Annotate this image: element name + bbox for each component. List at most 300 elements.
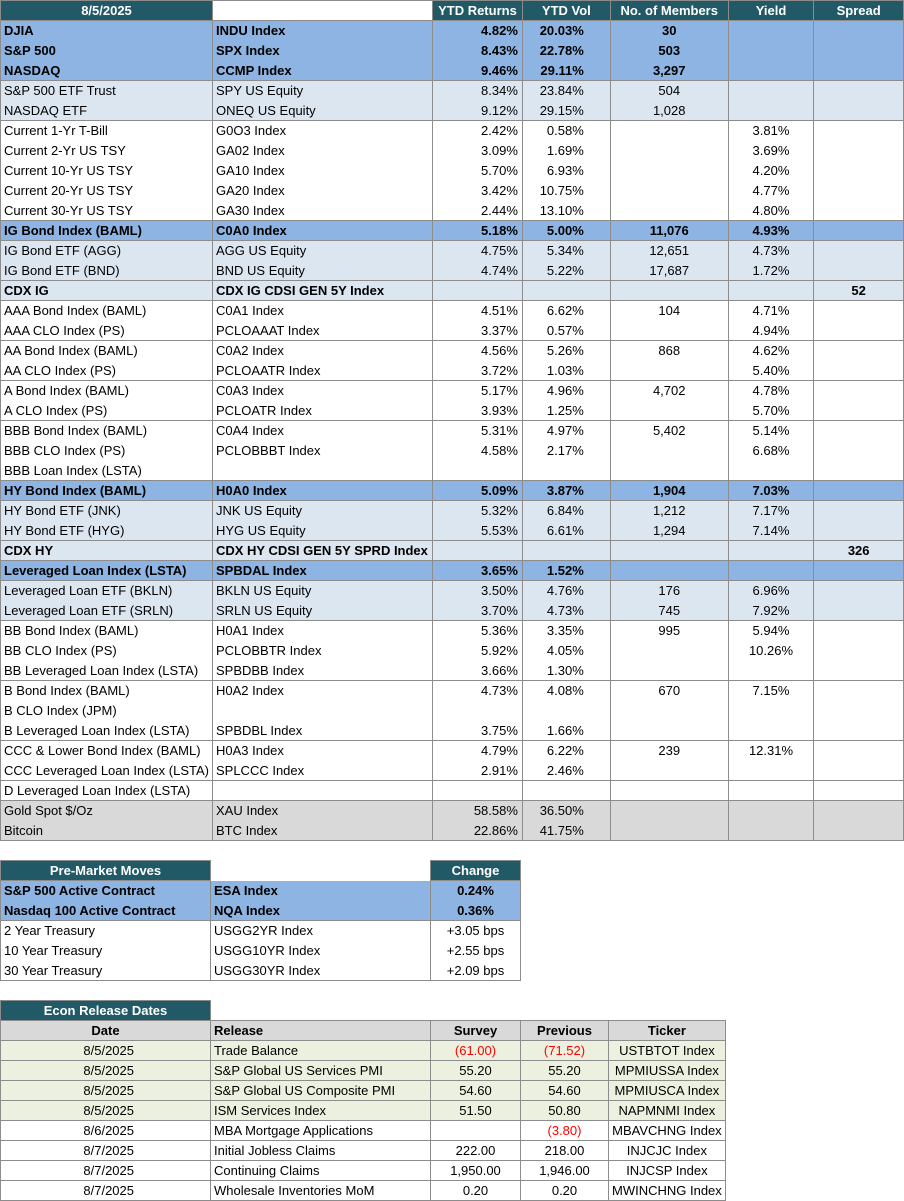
previous-value: 55.20 <box>521 1061 609 1081</box>
table-row <box>1 761 904 781</box>
ytd-return: 3.70% <box>432 601 522 621</box>
spread <box>814 181 904 201</box>
release-date: 8/5/2025 <box>1 1041 211 1061</box>
ytd-vol: 23.84% <box>522 81 610 101</box>
spread <box>814 81 904 101</box>
member-count <box>610 141 728 161</box>
table-row <box>1 681 904 701</box>
instrument-name: CDX IG <box>1 281 213 301</box>
ytd-return: 58.58% <box>432 801 522 821</box>
yield <box>728 821 814 841</box>
premarket-moves-table <box>0 860 521 981</box>
spread <box>814 801 904 821</box>
ytd-vol: 4.05% <box>522 641 610 661</box>
ytd-vol: 29.15% <box>522 101 610 121</box>
spread <box>814 481 904 501</box>
previous-header: Previous <box>521 1021 609 1041</box>
yield: 4.78% <box>728 381 814 401</box>
ticker: BTC Index <box>212 821 432 841</box>
table-row <box>1 121 904 141</box>
ytd-vol: 1.66% <box>522 721 610 741</box>
spread <box>814 621 904 641</box>
ytd-vol: 29.11% <box>522 61 610 81</box>
instrument-name: B CLO Index (JPM) <box>1 701 213 721</box>
yield: 4.62% <box>728 341 814 361</box>
member-count <box>610 761 728 781</box>
table-row <box>1 441 904 461</box>
member-count <box>610 161 728 181</box>
table-row <box>1 1181 726 1201</box>
ytd-return: 4.58% <box>432 441 522 461</box>
change-value: +2.09 bps <box>431 961 521 981</box>
yield: 4.73% <box>728 241 814 261</box>
yield <box>728 61 814 81</box>
ytd-return: 8.43% <box>432 41 522 61</box>
table-row <box>1 101 904 121</box>
spread <box>814 441 904 461</box>
spread <box>814 381 904 401</box>
spread <box>814 501 904 521</box>
ytd-vol: 3.35% <box>522 621 610 641</box>
instrument-name: S&P 500 ETF Trust <box>1 81 213 101</box>
yield: 3.69% <box>728 141 814 161</box>
spread <box>814 401 904 421</box>
table-row <box>1 461 904 481</box>
member-count: 745 <box>610 601 728 621</box>
member-count <box>610 201 728 221</box>
change-header: Change <box>431 861 521 881</box>
ytd-vol: 22.78% <box>522 41 610 61</box>
ticker: CDX HY CDSI GEN 5Y SPRD Index <box>212 541 432 561</box>
spread <box>814 701 904 721</box>
spread <box>814 361 904 381</box>
spread <box>814 161 904 181</box>
members-header: No. of Members <box>610 1 728 21</box>
ytd-returns-header: YTD Returns <box>432 1 522 21</box>
instrument-name: IG Bond Index (BAML) <box>1 221 213 241</box>
ticker: GA10 Index <box>212 161 432 181</box>
instrument-name: BB CLO Index (PS) <box>1 641 213 661</box>
table-row <box>1 721 904 741</box>
member-count <box>610 781 728 801</box>
table-row <box>1 501 904 521</box>
member-count: 104 <box>610 301 728 321</box>
ytd-return <box>432 281 522 301</box>
yield: 7.03% <box>728 481 814 501</box>
table-row <box>1 581 904 601</box>
table-row <box>1 321 904 341</box>
ytd-return: 2.42% <box>432 121 522 141</box>
table-row <box>1 821 904 841</box>
member-count: 176 <box>610 581 728 601</box>
release-name: MBA Mortgage Applications <box>211 1121 431 1141</box>
table-row <box>1 481 904 501</box>
yield <box>728 721 814 741</box>
ticker: H0A1 Index <box>212 621 432 641</box>
ticker: GA02 Index <box>212 141 432 161</box>
ytd-vol: 1.03% <box>522 361 610 381</box>
member-count: 1,028 <box>610 101 728 121</box>
table-row <box>1 61 904 81</box>
econ-header-row <box>1 1021 726 1041</box>
member-count: 11,076 <box>610 221 728 241</box>
spread: 326 <box>814 541 904 561</box>
table-row <box>1 961 521 981</box>
ytd-return: 3.72% <box>432 361 522 381</box>
ytd-return: 5.17% <box>432 381 522 401</box>
instrument-name: IG Bond ETF (BND) <box>1 261 213 281</box>
release-name: Initial Jobless Claims <box>211 1141 431 1161</box>
ticker: ONEQ US Equity <box>212 101 432 121</box>
table-row <box>1 741 904 761</box>
table-row <box>1 1141 726 1161</box>
ticker: CCMP Index <box>212 61 432 81</box>
table-row <box>1 141 904 161</box>
table-row <box>1 1061 726 1081</box>
ytd-return: 3.09% <box>432 141 522 161</box>
survey-value: 55.20 <box>431 1061 521 1081</box>
ytd-vol: 0.58% <box>522 121 610 141</box>
ytd-return: 3.50% <box>432 581 522 601</box>
instrument-name: BB Bond Index (BAML) <box>1 621 213 641</box>
date-header: 8/5/2025 <box>1 1 213 21</box>
blank-cell <box>211 1001 726 1021</box>
ticker: ESA Index <box>211 881 431 901</box>
ticker <box>212 461 432 481</box>
member-count <box>610 441 728 461</box>
yield: 3.81% <box>728 121 814 141</box>
release-date: 8/5/2025 <box>1 1061 211 1081</box>
member-count <box>610 401 728 421</box>
ticker: USGG10YR Index <box>211 941 431 961</box>
yield <box>728 101 814 121</box>
ytd-vol: 6.93% <box>522 161 610 181</box>
table-row <box>1 181 904 201</box>
ytd-vol: 10.75% <box>522 181 610 201</box>
member-count: 1,212 <box>610 501 728 521</box>
spread <box>814 761 904 781</box>
member-count: 17,687 <box>610 261 728 281</box>
yield: 5.14% <box>728 421 814 441</box>
release-date: 8/5/2025 <box>1 1081 211 1101</box>
table-row <box>1 641 904 661</box>
date-header: Date <box>1 1021 211 1041</box>
yield <box>728 801 814 821</box>
ytd-vol: 41.75% <box>522 821 610 841</box>
table-row <box>1 1081 726 1101</box>
ticker: C0A4 Index <box>212 421 432 441</box>
ytd-return <box>432 701 522 721</box>
ticker: GA30 Index <box>212 201 432 221</box>
member-count: 504 <box>610 81 728 101</box>
table-row <box>1 281 904 301</box>
yield <box>728 81 814 101</box>
ytd-vol: 20.03% <box>522 21 610 41</box>
release-ticker: INJCJC Index <box>609 1141 726 1161</box>
instrument-name: S&P 500 Active Contract <box>1 881 211 901</box>
ticker: BKLN US Equity <box>212 581 432 601</box>
ytd-vol: 6.84% <box>522 501 610 521</box>
econ-release-table <box>0 1000 726 1201</box>
member-count <box>610 801 728 821</box>
release-name: Trade Balance <box>211 1041 431 1061</box>
ytd-return: 5.32% <box>432 501 522 521</box>
spread <box>814 681 904 701</box>
ytd-vol-header: YTD Vol <box>522 1 610 21</box>
table-row <box>1 541 904 561</box>
table-row <box>1 241 904 261</box>
ytd-return: 5.31% <box>432 421 522 441</box>
ytd-vol <box>522 461 610 481</box>
ytd-return: 5.09% <box>432 481 522 501</box>
ytd-return: 2.91% <box>432 761 522 781</box>
spread-header: Spread <box>814 1 904 21</box>
table-row <box>1 81 904 101</box>
survey-header: Survey <box>431 1021 521 1041</box>
survey-value: (61.00) <box>431 1041 521 1061</box>
ytd-return: 4.79% <box>432 741 522 761</box>
yield <box>728 781 814 801</box>
release-name: ISM Services Index <box>211 1101 431 1121</box>
ytd-vol: 1.52% <box>522 561 610 581</box>
spread <box>814 821 904 841</box>
spread <box>814 101 904 121</box>
table-row <box>1 301 904 321</box>
ytd-return <box>432 781 522 801</box>
ytd-return: 9.12% <box>432 101 522 121</box>
spread <box>814 41 904 61</box>
table-row <box>1 881 521 901</box>
table-row <box>1 901 521 921</box>
ytd-return <box>432 541 522 561</box>
ticker: PCLOBBTR Index <box>212 641 432 661</box>
ticker: C0A3 Index <box>212 381 432 401</box>
yield <box>728 561 814 581</box>
member-count: 239 <box>610 741 728 761</box>
ytd-return: 2.44% <box>432 201 522 221</box>
release-date: 8/7/2025 <box>1 1161 211 1181</box>
yield <box>728 761 814 781</box>
previous-value: 218.00 <box>521 1141 609 1161</box>
member-count <box>610 361 728 381</box>
previous-value: 54.60 <box>521 1081 609 1101</box>
econ-title: Econ Release Dates <box>1 1001 211 1021</box>
ytd-return: 9.46% <box>432 61 522 81</box>
member-count: 1,904 <box>610 481 728 501</box>
spread <box>814 601 904 621</box>
ticker: C0A0 Index <box>212 221 432 241</box>
ticker: INDU Index <box>212 21 432 41</box>
spread <box>814 741 904 761</box>
release-ticker: MWINCHNG Index <box>609 1181 726 1201</box>
yield <box>728 661 814 681</box>
table-row <box>1 781 904 801</box>
ytd-return: 4.74% <box>432 261 522 281</box>
previous-value: 1,946.00 <box>521 1161 609 1181</box>
yield: 1.72% <box>728 261 814 281</box>
instrument-name: Leveraged Loan ETF (SRLN) <box>1 601 213 621</box>
instrument-name: AAA CLO Index (PS) <box>1 321 213 341</box>
spread <box>814 261 904 281</box>
release-ticker: MBAVCHNG Index <box>609 1121 726 1141</box>
table-row <box>1 801 904 821</box>
yield <box>728 281 814 301</box>
table-row <box>1 381 904 401</box>
instrument-name: CDX HY <box>1 541 213 561</box>
spread <box>814 721 904 741</box>
member-count <box>610 321 728 341</box>
table-row <box>1 41 904 61</box>
instrument-name: CCC & Lower Bond Index (BAML) <box>1 741 213 761</box>
yield <box>728 541 814 561</box>
survey-value: 222.00 <box>431 1141 521 1161</box>
release-ticker: USTBTOT Index <box>609 1041 726 1061</box>
instrument-name: Current 30-Yr US TSY <box>1 201 213 221</box>
release-name: S&P Global US Services PMI <box>211 1061 431 1081</box>
table-row <box>1 361 904 381</box>
premarket-header-row <box>1 861 521 881</box>
instrument-name: NASDAQ <box>1 61 213 81</box>
ticker <box>212 781 432 801</box>
spread <box>814 21 904 41</box>
table-row <box>1 621 904 641</box>
release-ticker: INJCSP Index <box>609 1161 726 1181</box>
instrument-name: S&P 500 <box>1 41 213 61</box>
release-date: 8/5/2025 <box>1 1101 211 1121</box>
ytd-vol: 6.62% <box>522 301 610 321</box>
ticker: SPBDBL Index <box>212 721 432 741</box>
member-count <box>610 821 728 841</box>
instrument-name: IG Bond ETF (AGG) <box>1 241 213 261</box>
spread <box>814 421 904 441</box>
table-row <box>1 921 521 941</box>
release-ticker: MPMIUSCA Index <box>609 1081 726 1101</box>
premarket-title: Pre-Market Moves <box>1 861 211 881</box>
yield: 5.70% <box>728 401 814 421</box>
release-date: 8/7/2025 <box>1 1181 211 1201</box>
ytd-vol: 3.87% <box>522 481 610 501</box>
ytd-return: 22.86% <box>432 821 522 841</box>
spread <box>814 641 904 661</box>
ytd-return: 3.93% <box>432 401 522 421</box>
table-row <box>1 161 904 181</box>
ticker: SPBDAL Index <box>212 561 432 581</box>
table-row <box>1 21 904 41</box>
spread <box>814 461 904 481</box>
table-row <box>1 601 904 621</box>
member-count <box>610 701 728 721</box>
ytd-vol: 13.10% <box>522 201 610 221</box>
ticker: PCLOAAAT Index <box>212 321 432 341</box>
ticker: C0A1 Index <box>212 301 432 321</box>
table-row <box>1 341 904 361</box>
ticker: XAU Index <box>212 801 432 821</box>
yield: 10.26% <box>728 641 814 661</box>
ticker-header <box>212 1 432 21</box>
spread <box>814 301 904 321</box>
instrument-name: DJIA <box>1 21 213 41</box>
spread <box>814 321 904 341</box>
instrument-name: Current 2-Yr US TSY <box>1 141 213 161</box>
ytd-vol: 4.73% <box>522 601 610 621</box>
yield: 4.93% <box>728 221 814 241</box>
ticker <box>212 701 432 721</box>
member-count: 3,297 <box>610 61 728 81</box>
ticker: AGG US Equity <box>212 241 432 261</box>
ticker-header: Ticker <box>609 1021 726 1041</box>
yield: 6.68% <box>728 441 814 461</box>
instrument-name: Leveraged Loan Index (LSTA) <box>1 561 213 581</box>
yield: 4.94% <box>728 321 814 341</box>
instrument-name: A Bond Index (BAML) <box>1 381 213 401</box>
yield: 4.71% <box>728 301 814 321</box>
ticker: C0A2 Index <box>212 341 432 361</box>
ticker: H0A3 Index <box>212 741 432 761</box>
instrument-name: AA CLO Index (PS) <box>1 361 213 381</box>
ytd-vol: 4.76% <box>522 581 610 601</box>
spread <box>814 581 904 601</box>
ytd-return: 4.51% <box>432 301 522 321</box>
ytd-vol <box>522 781 610 801</box>
table-row <box>1 701 904 721</box>
table-row <box>1 521 904 541</box>
release-name: Wholesale Inventories MoM <box>211 1181 431 1201</box>
instrument-name: Leveraged Loan ETF (BKLN) <box>1 581 213 601</box>
ytd-vol: 6.22% <box>522 741 610 761</box>
previous-value: (71.52) <box>521 1041 609 1061</box>
member-count <box>610 721 728 741</box>
member-count: 5,402 <box>610 421 728 441</box>
member-count <box>610 181 728 201</box>
member-count <box>610 461 728 481</box>
instrument-name: HY Bond ETF (HYG) <box>1 521 213 541</box>
instrument-name: 2 Year Treasury <box>1 921 211 941</box>
ytd-return: 5.53% <box>432 521 522 541</box>
ytd-return: 3.65% <box>432 561 522 581</box>
change-value: +3.05 bps <box>431 921 521 941</box>
ytd-vol: 1.30% <box>522 661 610 681</box>
ytd-return <box>432 461 522 481</box>
yield <box>728 701 814 721</box>
change-value: 0.36% <box>431 901 521 921</box>
member-count: 503 <box>610 41 728 61</box>
instrument-name: B Bond Index (BAML) <box>1 681 213 701</box>
ytd-return: 5.92% <box>432 641 522 661</box>
spread <box>814 521 904 541</box>
yield: 4.80% <box>728 201 814 221</box>
spread <box>814 561 904 581</box>
previous-value: 50.80 <box>521 1101 609 1121</box>
ytd-vol: 4.96% <box>522 381 610 401</box>
instrument-name: BBB Loan Index (LSTA) <box>1 461 213 481</box>
ytd-vol: 2.46% <box>522 761 610 781</box>
release-name: S&P Global US Composite PMI <box>211 1081 431 1101</box>
ticker: CDX IG CDSI GEN 5Y Index <box>212 281 432 301</box>
instrument-name: BBB Bond Index (BAML) <box>1 421 213 441</box>
instrument-name: HY Bond Index (BAML) <box>1 481 213 501</box>
spread <box>814 661 904 681</box>
table-row <box>1 941 521 961</box>
ticker: JNK US Equity <box>212 501 432 521</box>
ytd-return: 5.36% <box>432 621 522 641</box>
ytd-return: 4.75% <box>432 241 522 261</box>
yield: 7.17% <box>728 501 814 521</box>
yield: 5.40% <box>728 361 814 381</box>
instrument-name: D Leveraged Loan Index (LSTA) <box>1 781 213 801</box>
ytd-vol: 4.97% <box>522 421 610 441</box>
member-count: 4,702 <box>610 381 728 401</box>
spread: 52 <box>814 281 904 301</box>
